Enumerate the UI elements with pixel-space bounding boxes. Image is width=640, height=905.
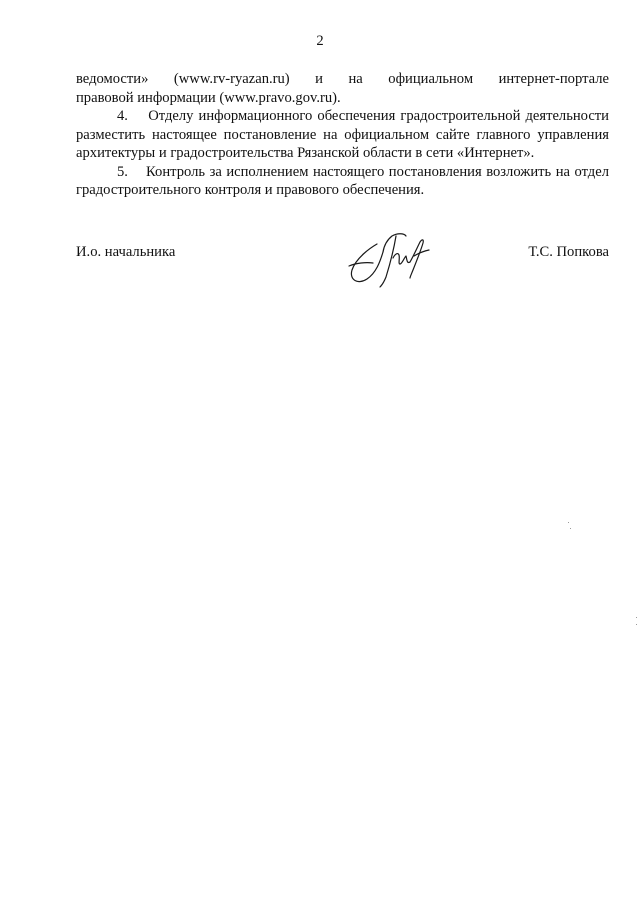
- item-text: Отделу информационного обеспечения градостроительной деятельности разместить настоящее постановление на официальном сайте главного управления архитектуры и градостроительства Рязанской области в сети «Интернет».: [76, 108, 609, 161]
- item-number: 4.: [117, 108, 128, 124]
- handwritten-signature: [340, 222, 436, 294]
- paragraph-item-5: [76, 163, 609, 200]
- word: и: [315, 71, 323, 87]
- scan-speck: [636, 617, 637, 618]
- page-number: 2: [316, 33, 324, 49]
- word: официальном: [388, 71, 474, 87]
- word: (www.rv-ryazan.ru): [173, 71, 290, 87]
- signatory-position: И.о. начальника: [76, 244, 176, 260]
- paragraph-item-4: [76, 107, 609, 163]
- paragraph-continuation-line-2: правовой информации (www.pravo.gov.ru).: [76, 89, 341, 106]
- signatory-name: Т.С. Попкова: [528, 244, 609, 260]
- word: на: [348, 71, 363, 87]
- scan-speck: [568, 522, 569, 523]
- paragraph-continuation-line-1: [76, 70, 609, 89]
- paragraph-continuation: [76, 70, 609, 107]
- scan-speck: [636, 624, 637, 625]
- word: ведомости»: [76, 71, 149, 87]
- item-text: Контроль за исполнением настоящего постановления возложить на отдел градостроительного контроля и правового обеспечения.: [76, 163, 609, 198]
- item-number: 5.: [117, 163, 128, 180]
- word: интернет-портале: [498, 71, 609, 87]
- document-body: [76, 70, 609, 200]
- scan-speck: [570, 528, 571, 529]
